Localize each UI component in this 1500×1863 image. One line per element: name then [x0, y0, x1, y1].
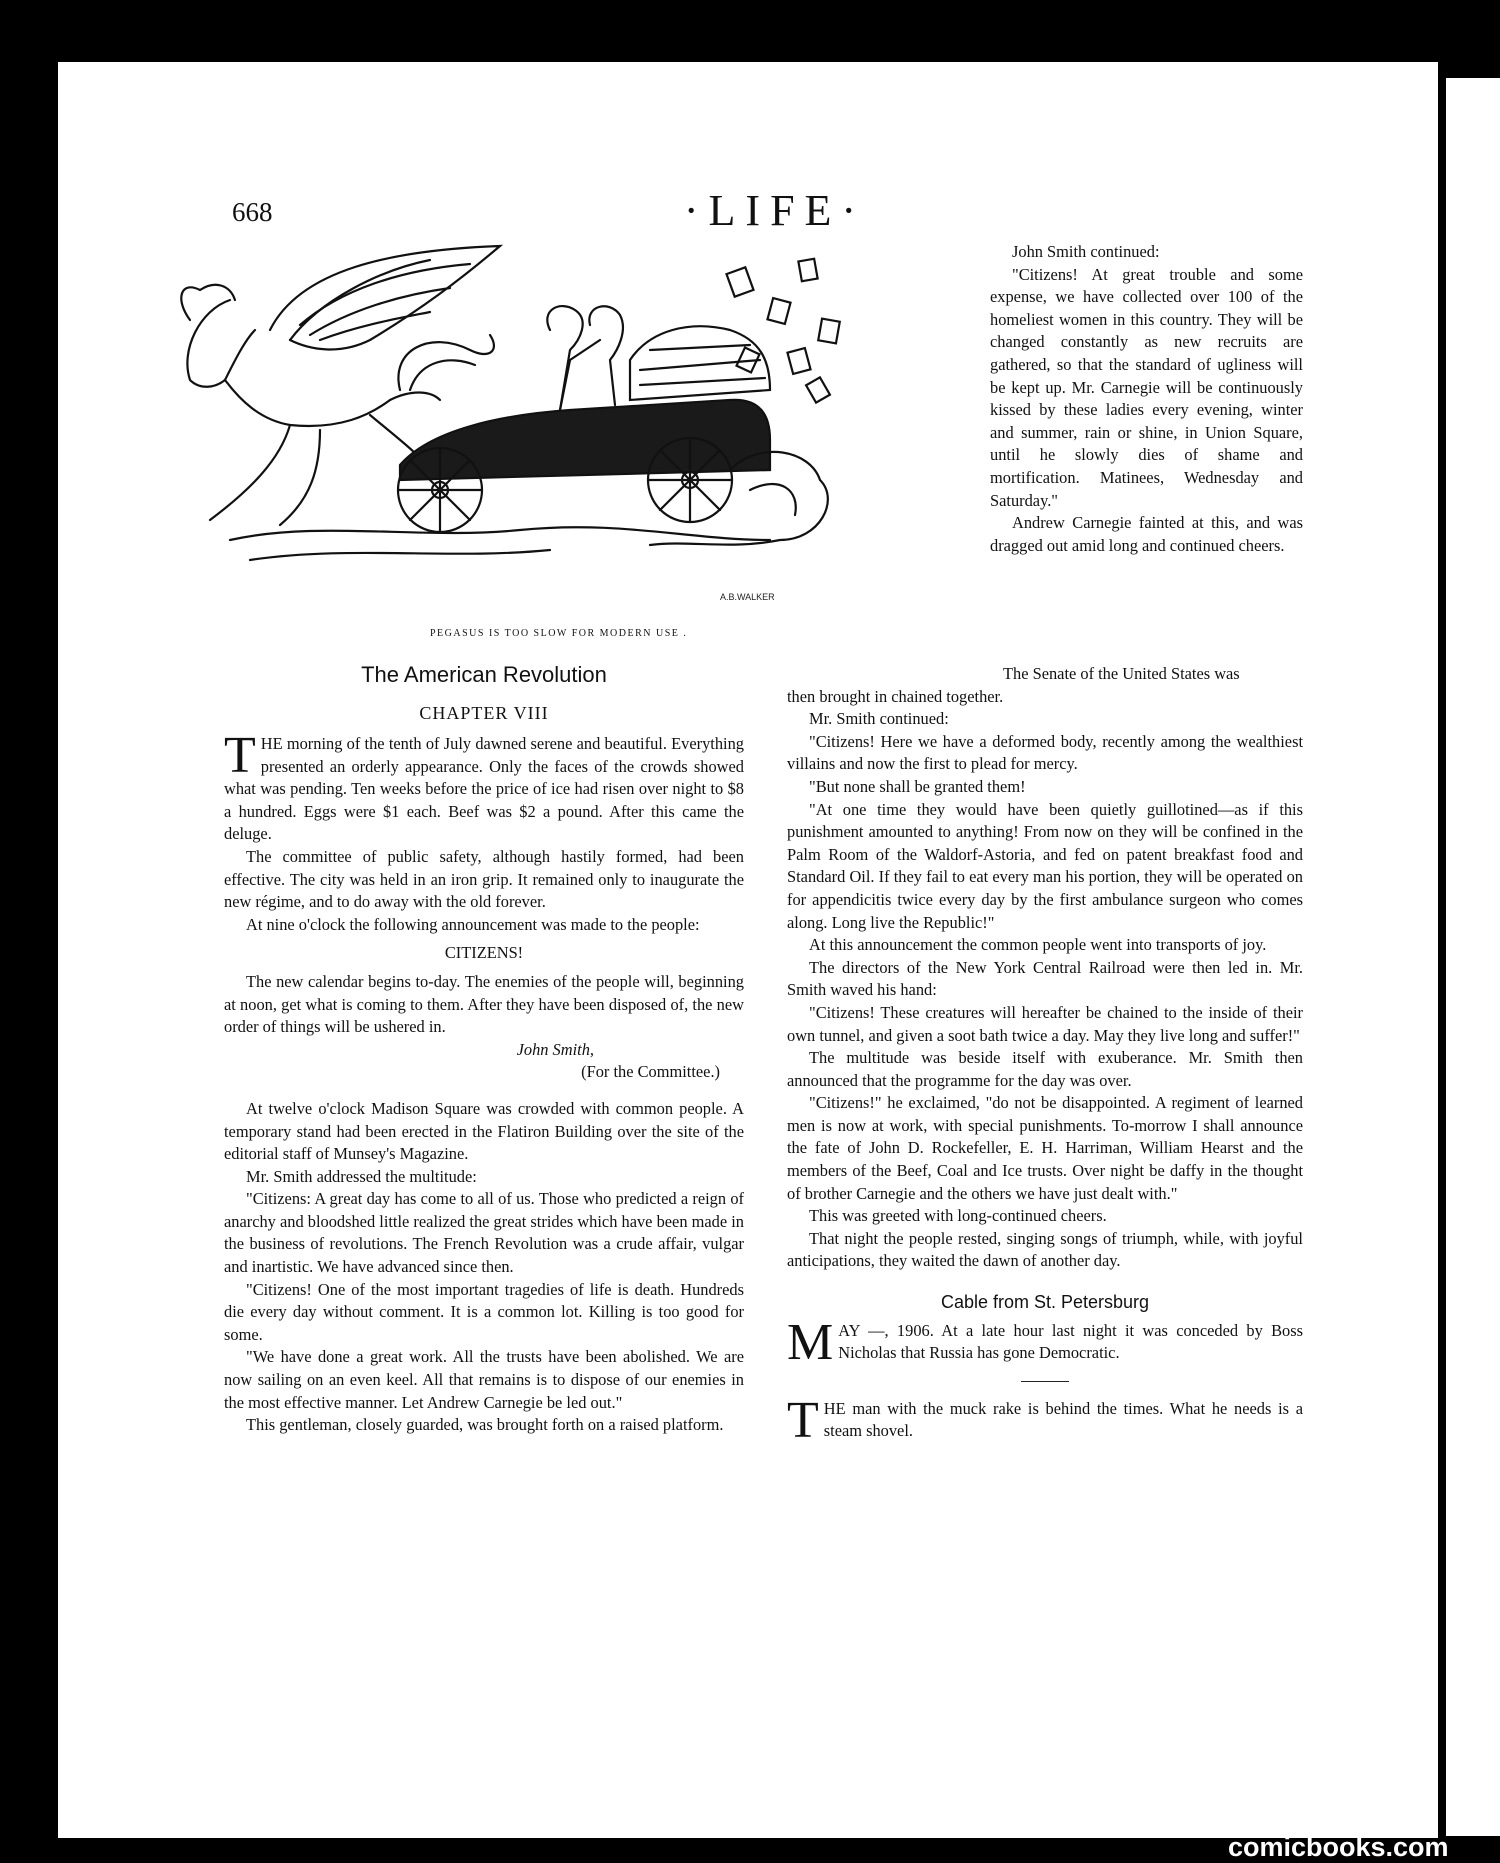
drop-cap: M — [787, 1313, 834, 1371]
paragraph: "Citizens!" he exclaimed, "do not be disappointed. A regiment of learned men is now at work, with special punishments. To-morrow I shall announce the fate of John D. Rockefeller, E. H. Harriman, William Hearst and the members of the Beef, Coal and Ice trusts. Over night be daffy in the thought of brother Carnegie and the others we have just dealt with." — [787, 1093, 1303, 1203]
paragraph: Mr. Smith addressed the multitude: — [246, 1166, 477, 1186]
paragraph: John Smith continued: — [1012, 242, 1160, 261]
cable-body: MAY —, 1906. At a late hour last night it was conceded by Boss Nicholas that Russia has gone Democratic. — [787, 1313, 1303, 1371]
paragraph: This gentleman, closely guarded, was brought forth on a raised platform. — [246, 1415, 724, 1435]
announcement-heading: CITIZENS! — [444, 943, 524, 963]
watermark: comicbooks.com — [1228, 1832, 1449, 1862]
paragraph: "Citizens! Here we have a deformed body, recently among the wealthiest villains and now the first to plead for mercy. — [787, 731, 1303, 774]
paragraph: At this announcement the common people went into transports of joy. — [809, 935, 1267, 955]
paragraph: That night the people rested, singing songs of triumph, while, with joyful anticipations, they waited the dawn of another day. — [787, 1228, 1303, 1271]
article-title: The American Revolution — [361, 662, 607, 687]
paragraph: "We have done a great work. All the trusts have been abolished. We are now sailing on an even keel. All that remains is to dispose of our enemies in the most effective manner. Let Andrew Carnegie be led out." — [224, 1347, 744, 1412]
paragraph: "Citizens: A great day has come to all of us. Those who predicted a reign of anarchy and bloodshed little realized the great strides which have been made in the business of revolutions. The French Revolution was a crude affair, vulgar and inartistic. We have advanced since then. — [224, 1189, 744, 1277]
paragraph: THE morning of the tenth of July dawned serene and beautiful. Everything presented an orderly appearance. Only the faces of the crowds showed what was pending. Ten weeks before the price of ice had risen over night to $8 a hundred. Eggs were $1 each. Beef was $2 a pound. After this came the deluge. — [224, 727, 744, 844]
paragraph: This was greeted with long-continued cheers. — [809, 1206, 1107, 1226]
drop-cap: T — [787, 1391, 819, 1449]
announcement-signature: John Smith, (For the Committee.) — [516, 1039, 720, 1082]
paragraph: "Citizens! At great trouble and some expense, we have collected over 100 of the homeliest women in this country. They will be changed constantly as new recruits are gathered, so that the standard of ugliness will be kept up. Mr. Carnegie will be continuously kissed by these ladies every evening, winter and summer, rain or shine, in Union Square, until he slowly dies of shame and mortification. Matinees, Wednesday and Saturday." — [990, 264, 1303, 510]
section-divider — [1021, 1381, 1069, 1382]
paragraph: "Citizens! One of the most important tragedies of life is death. Hundreds die every day without comment. It is a common lot. Killing is too good for some. — [224, 1279, 744, 1344]
paragraph: At nine o'clock the following announcement was made to the people: — [246, 914, 700, 934]
paragraph-continued: then brought in chained together. — [787, 686, 1004, 706]
cable-title: Cable from St. Petersburg — [940, 1292, 1150, 1313]
paragraph: The directors of the New York Central Railroad were then led in. Mr. Smith waved his hand: — [787, 957, 1303, 1000]
left-column — [224, 727, 744, 1437]
pegasus-car-illustration — [170, 240, 960, 620]
paragraph: Andrew Carnegie fainted at this, and was dragged out amid long and continued cheers. — [990, 513, 1303, 555]
paragraph-start: The Senate of the United States was — [1003, 664, 1240, 683]
artist-signature: A.B.WALKER — [720, 592, 775, 602]
paragraph: Mr. Smith continued: — [809, 709, 949, 729]
announcement-body: The new calendar begins to-day. The enemies of the people will, beginning at noon, get what is coming to them. After they have been disposed of, the new order of things will be ushered in. — [224, 971, 744, 1037]
drop-cap: T — [224, 727, 256, 784]
paragraph: "At one time they would have been quietly guillotined—as if this punishment amounted to anything! From now on they will be confined in the Palm Room of the Waldorf-Astoria, and fed on patent breakfast food and Standard Oil. If they fail to eat every man his portion, they will be operated on for appendicitis twice every day by the first ambulance surgeon who comes along. Long live the Republic!" — [787, 799, 1303, 932]
paragraph: At twelve o'clock Madison Square was crowded with common people. A temporary stand had been erected in the Flatiron Building over the site of the editorial staff of Munsey's Magazine. — [224, 1098, 744, 1164]
right-column — [787, 663, 1303, 1449]
chapter-heading: CHAPTER VIII — [419, 703, 549, 723]
illustration-caption: PEGASUS IS TOO SLOW FOR MODERN USE . — [430, 628, 688, 639]
right-top-column — [990, 241, 1303, 557]
page-number: 668 — [232, 197, 273, 227]
paragraph: "But none shall be granted them! — [809, 776, 1026, 796]
masthead: ·LIFE· — [683, 186, 867, 235]
paragraph: "Citizens! These creatures will hereafter be chained to the inside of their own tunnel, and given a soot bath twice a day. May they live long and suffer!" — [787, 1002, 1303, 1045]
adjacent-page-edge — [1442, 78, 1500, 1836]
paragraph: The multitude was beside itself with exuberance. Mr. Smith then announced that the programme for the day was over. — [787, 1048, 1303, 1090]
muckrake-paragraph: THE man with the muck rake is behind the times. What he needs is a steam shovel. — [787, 1391, 1303, 1449]
paragraph: The committee of public safety, although hastily formed, had been effective. The city was held in an iron grip. It remained only to inaugurate the new régime, and to do away with the old forever. — [224, 846, 744, 912]
